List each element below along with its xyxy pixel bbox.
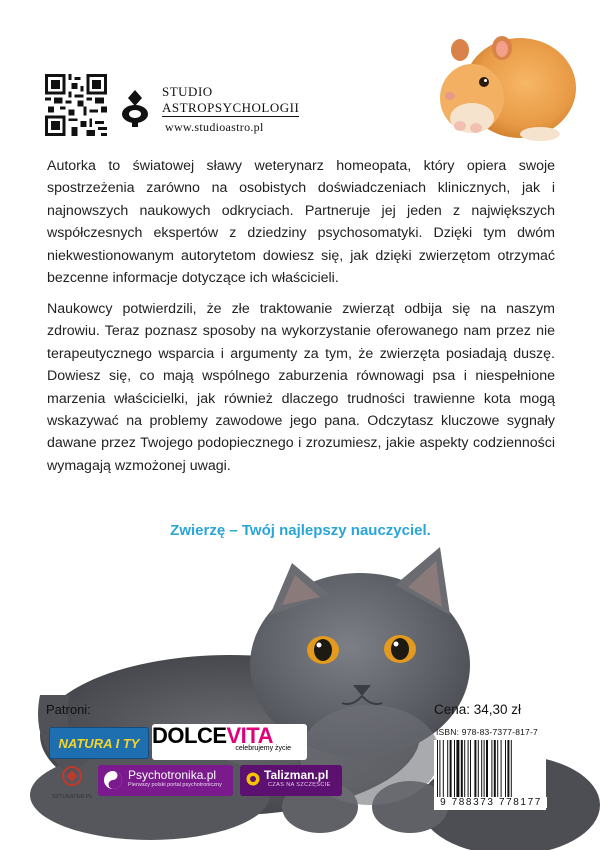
natura-i-ty-logo <box>49 727 149 759</box>
talizman-emblem-icon <box>245 771 261 789</box>
publisher-name <box>162 84 299 117</box>
publisher-logo-icon <box>120 88 150 128</box>
hamster-image <box>432 18 577 143</box>
psychotronika-subtitle: Pierwszy polski portal psychotroniczny <box>128 782 222 788</box>
description-paragraph-1: Autorka to światowej sławy weterynarz homeopata, który opiera swoje spostrzeżenia zarówno na osobistych doświadczeniach klinicznych, jak i najnowszych naukowych odkryciach. Partneruje jej jeden z największych współczesnych ekspertów z dziedziny psychosomatyki. Dzięki tym dwóm niekwestionowanym autorytetom dowiesz się, jak dzięki zwierzętom otrzymać bezcenne informacje dotyczące ich właścicieli. <box>47 158 555 287</box>
psychotronika-logo <box>98 765 233 796</box>
price: Cena: 34,30 zł <box>434 702 522 717</box>
talizman-title: Talizman.pl <box>264 768 329 782</box>
sztukater-logo <box>52 765 92 800</box>
tagline: Zwierzę – Twój najlepszy nauczyciel. <box>170 522 431 539</box>
publisher-line1: STUDIO <box>162 84 213 99</box>
dolce-vita-logo <box>152 724 307 760</box>
talizman-subtitle: CZAS NA SZCZĘŚCIE <box>268 782 331 788</box>
vita-text: VITA <box>226 723 273 748</box>
dolce-text: DOLCE <box>152 723 227 748</box>
dolce-vita-subtitle: celebrujemy życie <box>235 745 291 752</box>
qr-code <box>45 74 107 136</box>
sztukater-text: SZTUKATER.PL <box>52 794 93 800</box>
talizman-logo <box>240 765 342 796</box>
barcode-number: 9 788373 778177 <box>435 797 547 808</box>
psychotronika-title: Psychotronika.pl <box>128 768 217 782</box>
isbn-text: ISBN: 978-83-7377-817-7 <box>436 727 538 737</box>
description-paragraph-2: Naukowcy potwierdzili, że złe traktowanie zwierząt odbija się na naszym zdrowiu. Teraz poznasz sposoby na wykorzystanie oferowanego nam przez nie terapeutycznego wsparcia i argumenty za tym, że zwierzęta posiadają duszę. Dowiesz się, co mają wspólnego zaburzenia równowagi psa i niespełnione marzenia właścicielki, jak również dlaczego trudności trawienne kota mogą wskazywać na problemy zawodowe jego pana. Odczytasz kluczowe sygnały dawane przez Twojego podopiecznego i zrozumiesz, jakie aspekty codzienności wymagają wzmożonej uwagi. <box>47 301 555 474</box>
natura-logo-text: NATURA I TY <box>58 735 140 751</box>
publisher-url: www.studioastro.pl <box>165 120 264 134</box>
publisher-line2: ASTROPSYCHOLOGII <box>162 100 300 115</box>
patrons-label: Patroni: <box>46 702 91 717</box>
sztukater-emblem-icon <box>61 765 83 787</box>
yin-yang-icon <box>103 770 123 790</box>
